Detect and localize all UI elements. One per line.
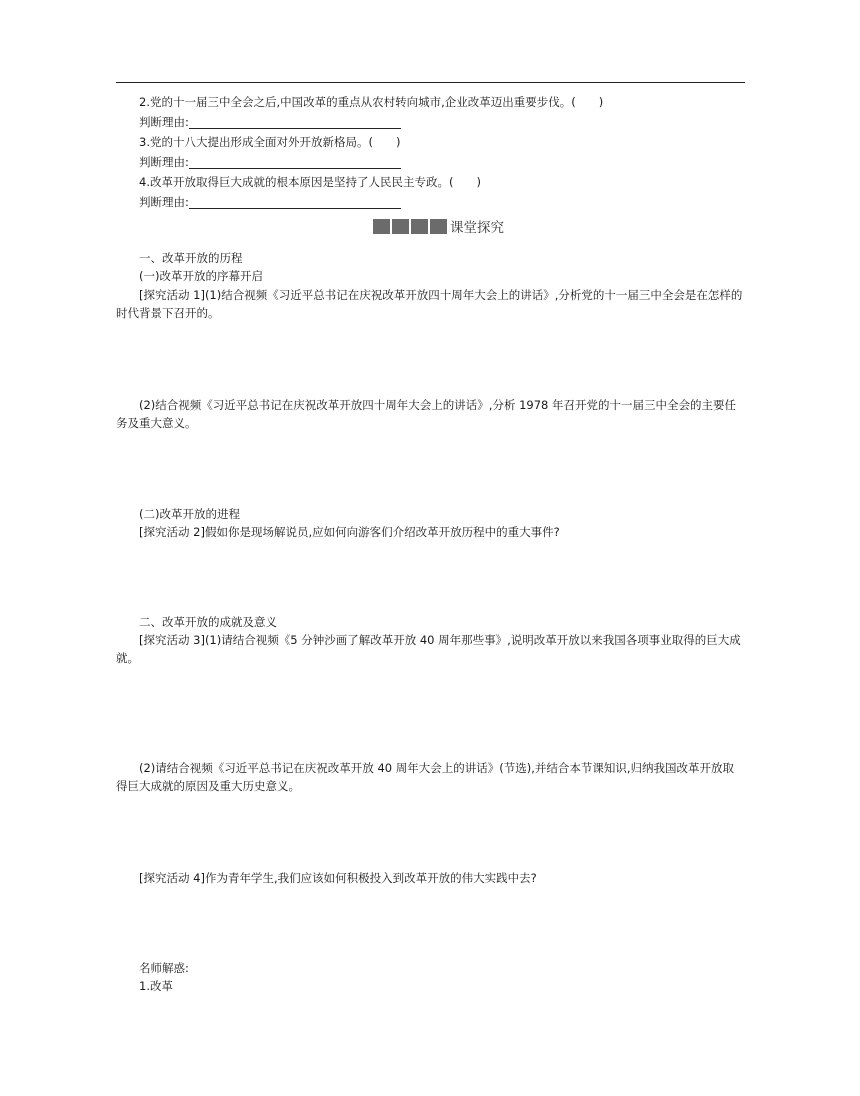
activity-1-question-2: (2)结合视频《习近平总书记在庆祝改革开放四十周年大会上的讲话》,分析 1978 年召开党的十一届三中全会的主要任务及重大意义。 [116, 398, 737, 430]
header-block [411, 219, 428, 234]
header-block [392, 219, 409, 234]
judgment-3-reason [139, 154, 401, 170]
judgment-2-reason [139, 114, 401, 130]
part1-sub1: (一)改革开放的序幕开启 [139, 269, 263, 283]
top-rule [116, 82, 745, 83]
answer-blank[interactable] [189, 116, 401, 129]
part1-sub2: (二)改革开放的进程 [139, 507, 240, 521]
activity-3-question-2: (2)请结合视频《习近平总书记在庆祝改革开放 40 周年大会上的讲话》(节选),并结合本节课知识,归纳我国改革开放取得巨大成就的原因及重大历史意义。 [116, 761, 735, 793]
section-title: 课堂探究 [450, 220, 504, 236]
part2-heading: 二、改革开放的成就及意义 [139, 615, 277, 629]
teacher-label: 名师解惑: [139, 961, 189, 975]
judgment-2-statement: 2.党的十一届三中全会之后,中国改革的重点从农村转向城市,企业改革迈出重要步伐。( ) [139, 95, 604, 109]
activity-4-question: [探究活动 4]作为青年学生,我们应该如何积极投入到改革开放的伟大实践中去? [139, 871, 537, 885]
reason-label: 判断理由: [139, 115, 189, 129]
reason-label: 判断理由: [139, 195, 189, 209]
answer-blank[interactable] [189, 196, 401, 209]
activity-2-question: [探究活动 2]假如你是现场解说员,应如何向游客们介绍改革开放历程中的重大事件? [139, 525, 560, 539]
header-block [430, 219, 447, 234]
judgment-3-statement: 3.党的十八大提出形成全面对外开放新格局。( ) [139, 135, 401, 149]
teacher-item-1: 1.改革 [139, 979, 173, 993]
part1-heading: 一、改革开放的历程 [139, 251, 243, 265]
header-block [373, 219, 390, 234]
judgment-4-statement: 4.改革开放取得巨大成就的根本原因是坚持了人民民主专政。( ) [139, 175, 481, 189]
section-header [373, 217, 504, 235]
answer-blank[interactable] [189, 156, 401, 169]
activity-1-question-1: [探究活动 1](1)结合视频《习近平总书记在庆祝改革开放四十周年大会上的讲话》,分析党的十一届三中全会是在怎样的时代背景下召开的。 [116, 288, 743, 320]
reason-label: 判断理由: [139, 155, 189, 169]
activity-3-question-1: [探究活动 3](1)请结合视频《5 分钟沙画了解改革开放 40 周年那些事》,说明改革开放以来我国各项事业取得的巨大成就。 [116, 633, 741, 665]
judgment-4-reason [139, 194, 401, 210]
